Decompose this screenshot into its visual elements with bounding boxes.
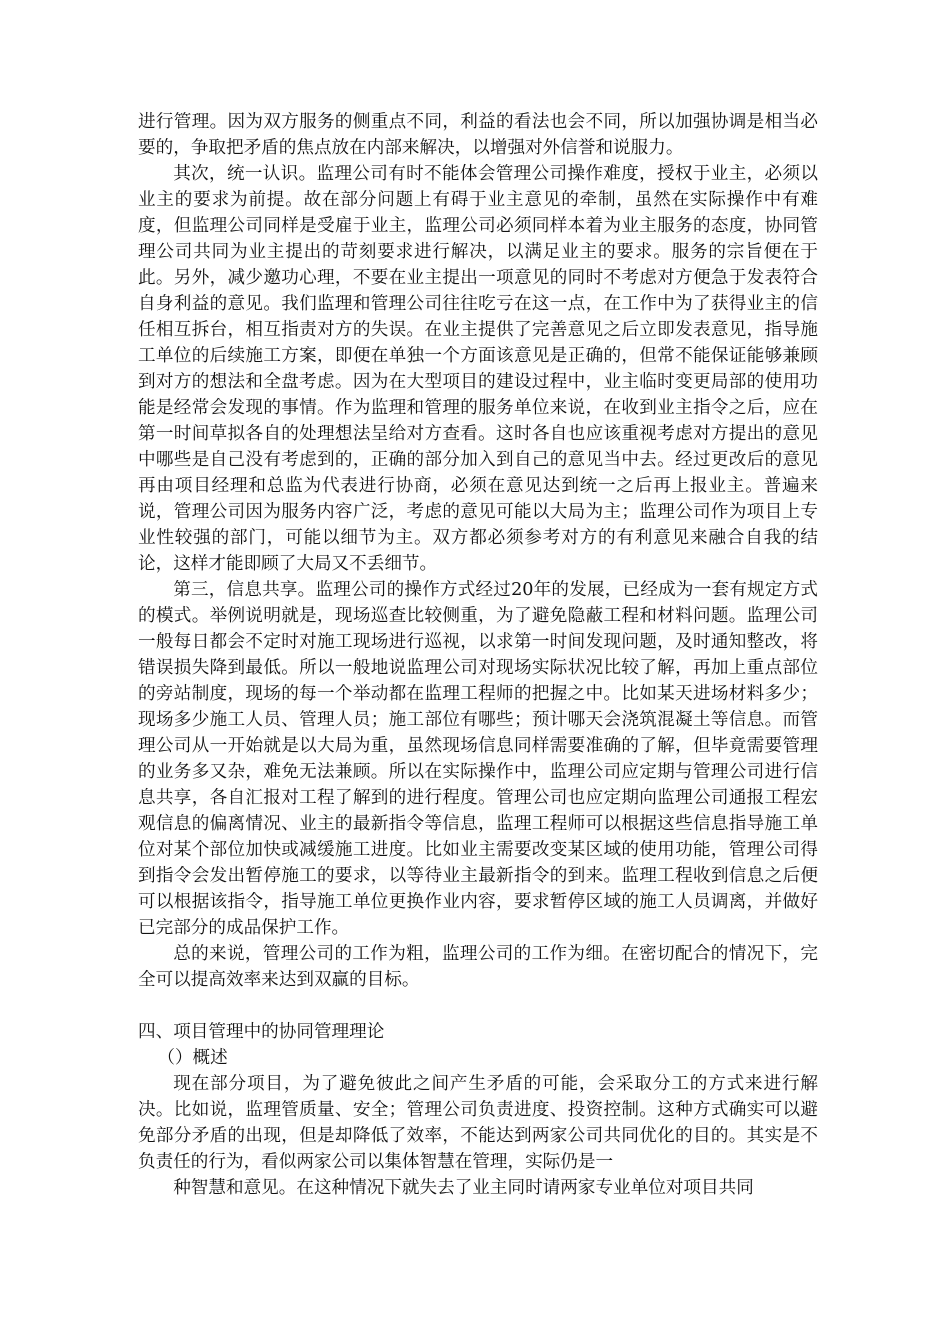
blank-line [138, 993, 818, 1019]
section-heading: 四、项目管理中的协同管理理论 [138, 1022, 385, 1042]
paragraph-summary: 总的来说，管理公司的工作为粗，监理公司的工作为细。在密切配合的情况下，完全可以提高效率来达到双赢的目标。 [138, 944, 818, 990]
paragraph-unified-understanding: 其次，统一认识。监理公司有时不能体会管理公司操作难度，授权于业主，必须以业主的要求为前提。故在部分问题上有碍于业主意见的牵制，虽然在实际操作中有难度，但监理公司同样是受雇于业主，监理公司必须同样本着为业主服务的态度，协同管理公司共同为业主提出的苛刻要求进行解决，以满足业主的要求。服务的宗旨便在于此。另外，减少邀功心理，不要在业主提出一项意见的同时不考虑对方便急于发表符合自身利益的意见。我们监理和管理公司往往吃亏在这一点，在工作中为了获得业主的信任相互拆台，相互指责对方的失误。在业主提供了完善意见之后立即发表意见，指导施工单位的后续施工方案，即便在单独一个方面该意见是正确的，但常不能保证能够兼顾到对方的想法和全盘考虑。因为在大型项目的建设过程中，业主临时变更局部的使用功能是经常会发现的事情。作为监理和管理的服务单位来说，在收到业主指令之后，应在第一时间草拟各自的处理想法呈给对方查看。这时各自也应该重视考虑对方提出的意见中哪些是自己没有考虑到的，正确的部分加入到自己的意见当中去。经过更改后的意见再由项目经理和总监为代表进行协商，必须在意见达到统一之后再上报业主。普遍来说，管理公司因为服务内容广泛，考虑的意见可能以大局为主；监理公司作为项目上专业性较强的部门，可能以细节为主。双方都必须参考对方的有利意见来融合自我的结论，这样才能即顾了大局又不丢细节。 [138, 164, 818, 574]
subsection-heading: （）概述 [157, 1048, 228, 1068]
paragraph-coordination-intro: 进行管理。因为双方服务的侧重点不同，利益的看法也会不同，所以加强协调是相当必要的，争取把矛盾的焦点放在内部来解决，以增强对外信誉和说服力。 [138, 112, 818, 158]
document-page [138, 109, 818, 1201]
paragraph-information-sharing: 第三，信息共享。监理公司的操作方式经过20年的发展，已经成为一套有规定方式的模式。举例说明就是，现场巡查比较侧重，为了避免隐蔽工程和材料问题。监理公司一般每日都会不定时对施工现场进行巡视，以求第一时间发现问题，及时通知整改，将错误损失降到最低。所以一般地说监理公司对现场实际状况比较了解，再加上重点部位的旁站制度，现场的每一个举动都在监理工程师的把握之中。比如某天进场材料多少；现场多少施工人员、管理人员；施工部位有哪些；预计哪天会浇筑混凝土等信息。而管理公司从一开始就是以大局为重，虽然现场信息同样需要准确的了解，但毕竟需要管理的业务多又杂，难免无法兼顾。所以在实际操作中，监理公司应定期与管理公司进行信息共享，各自汇报对工程了解到的进行程度。管理公司也应定期向监理公司通报工程宏观信息的偏离情况、业主的最新指令等信息，监理工程师可以根据这些信息指导施工单位对某个部位加快或减缓施工进度。比如业主需要改变某区域的使用功能，管理公司得到指令会发出暂停施工的要求，以等待业主最新指令的到来。监理工程收到信息之后便可以根据该指令，指导施工单位更换作业内容，要求暂停区域的施工人员调离，并做好已完部分的成品保护工作。 [138, 580, 818, 938]
paragraph-overview-continued: 种智慧和意见。在这种情况下就失去了业主同时请两家专业单位对项目共同 [173, 1178, 754, 1198]
paragraph-overview: 现在部分项目，为了避免彼此之间产生矛盾的可能，会采取分工的方式来进行解决。比如说，监理管质量、安全；管理公司负责进度、投资控制。这种方式确实可以避免部分矛盾的出现，但是却降低了效率，不能达到两家公司共同优化的目的。其实是不负责任的行为，看似两家公司以集体智慧在管理，实际仍是一 [138, 1074, 818, 1172]
